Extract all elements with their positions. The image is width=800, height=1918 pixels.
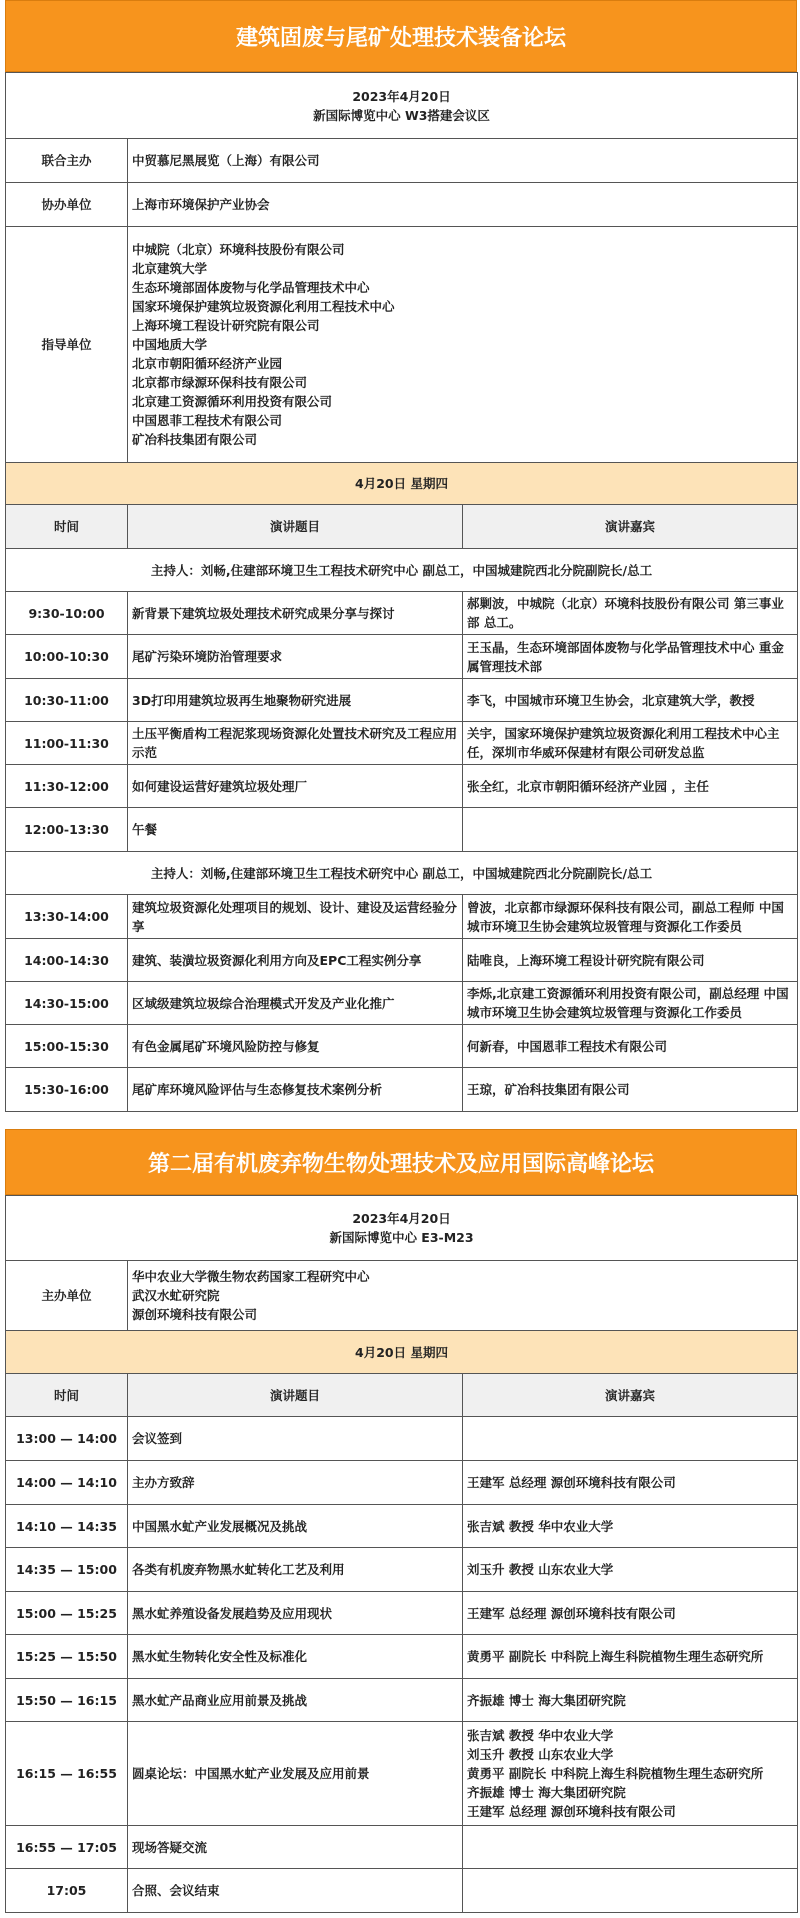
forum2-date: 2023年4月20日 xyxy=(352,1211,451,1226)
schedule-time: 17:05 xyxy=(6,1869,128,1913)
guide-unit: 中国恩菲工程技术有限公司 xyxy=(132,413,283,428)
guide-unit: 中城院（北京）环境科技股份有限公司 xyxy=(132,242,345,257)
forum2-date-venue xyxy=(6,1196,798,1261)
page xyxy=(5,0,797,1913)
col-header-time: 时间 xyxy=(6,505,128,549)
schedule-topic: 主办方致辞 xyxy=(128,1461,463,1505)
schedule-time: 13:30-14:00 xyxy=(6,895,128,939)
schedule-speaker: 黄勇平 副院长 中科院上海生科院植物生理生态研究所 xyxy=(463,1635,798,1679)
schedule-speaker: 曾波，北京都市绿源环保科技有限公司，副总工程师 中国城市环境卫生协会建筑垃圾管理与资源化工作委员 xyxy=(463,895,798,939)
col-header-topic: 演讲题目 xyxy=(128,505,463,549)
host-units-list xyxy=(128,1261,798,1331)
forum2-info-table xyxy=(5,1195,798,1913)
schedule-topic: 新背景下建筑垃圾处理技术研究成果分享与探讨 xyxy=(128,592,463,635)
schedule-topic: 尾矿库环境风险评估与生态修复技术案例分析 xyxy=(128,1068,463,1112)
schedule-topic: 建筑垃圾资源化处理项目的规划、设计、建设及运营经验分享 xyxy=(128,895,463,939)
host-row-2: 主持人：刘畅,住建部环境卫生工程技术研究中心 副总工，中国城建院西北分院副院长/总工 xyxy=(6,852,798,895)
schedule-topic: 如何建设运营好建筑垃圾处理厂 xyxy=(128,765,463,808)
schedule-topic: 黑水虻养殖设备发展趋势及应用现状 xyxy=(128,1592,463,1635)
schedule-topic: 区域级建筑垃圾综合治理模式开发及产业化推广 xyxy=(128,982,463,1025)
guide-unit: 上海环境工程设计研究院有限公司 xyxy=(132,318,320,333)
host-unit: 华中农业大学微生物农药国家工程研究中心 xyxy=(132,1269,370,1284)
schedule-speaker: 齐振雄 博士 海大集团研究院 xyxy=(463,1679,798,1722)
guide-unit: 国家环境保护建筑垃圾资源化利用工程技术中心 xyxy=(132,299,395,314)
assist-value: 上海市环境保护产业协会 xyxy=(128,183,798,227)
host-row-1: 主持人：刘畅,住建部环境卫生工程技术研究中心 副总工，中国城建院西北分院副院长/总工 xyxy=(6,549,798,592)
schedule-topic: 建筑、装潢垃圾资源化利用方向及EPC工程实例分享 xyxy=(128,939,463,982)
guide-unit: 北京都市绿源环保科技有限公司 xyxy=(132,375,308,390)
forum1-date-venue xyxy=(6,73,798,139)
schedule-speaker: 郝剿波，中城院（北京）环境科技股份有限公司 第三事业部 总工。 xyxy=(463,592,798,635)
schedule-topic: 3D打印用建筑垃圾再生地聚物研究进展 xyxy=(128,679,463,722)
schedule-speaker: 张吉斌 教授 华中农业大学 xyxy=(467,1728,614,1743)
forum2-title: 第二届有机废弃物生物处理技术及应用国际高峰论坛 xyxy=(147,1151,654,1177)
schedule-topic: 午餐 xyxy=(128,808,463,852)
schedule-time: 15:00 — 15:25 xyxy=(6,1592,128,1635)
col-header-topic: 演讲题目 xyxy=(128,1374,463,1417)
col-header-speaker: 演讲嘉宾 xyxy=(463,505,798,549)
schedule-time: 12:00-13:30 xyxy=(6,808,128,852)
schedule-time: 9:30-10:00 xyxy=(6,592,128,635)
col-header-speaker: 演讲嘉宾 xyxy=(463,1374,798,1417)
schedule-speaker: 李飞，中国城市环境卫生协会，北京建筑大学，教授 xyxy=(463,679,798,722)
schedule-speaker: 齐振雄 博士 海大集团研究院 xyxy=(467,1785,626,1800)
col-header-time: 时间 xyxy=(6,1374,128,1417)
schedule-speaker xyxy=(463,1826,798,1869)
schedule-topic: 现场答疑交流 xyxy=(128,1826,463,1869)
schedule-speakers-list xyxy=(463,1722,798,1826)
schedule-time: 10:30-11:00 xyxy=(6,679,128,722)
forum2-title-banner xyxy=(5,1129,797,1195)
schedule-time: 13:00 — 14:00 xyxy=(6,1417,128,1461)
guide-unit: 北京市朝阳循环经济产业园 xyxy=(132,356,283,371)
schedule-speaker: 何新春，中国恩菲工程技术有限公司 xyxy=(463,1025,798,1068)
guide-unit: 矿冶科技集团有限公司 xyxy=(132,432,258,447)
schedule-topic: 合照、会议结束 xyxy=(128,1869,463,1913)
schedule-speaker xyxy=(463,1417,798,1461)
guide-unit: 中国地质大学 xyxy=(132,337,208,352)
schedule-speaker xyxy=(463,808,798,852)
schedule-topic: 会议签到 xyxy=(128,1417,463,1461)
schedule-topic: 中国黑水虻产业发展概况及挑战 xyxy=(128,1505,463,1548)
section-gap xyxy=(5,1112,797,1129)
schedule-topic: 土压平衡盾构工程泥浆现场资源化处置技术研究及工程应用示范 xyxy=(128,722,463,765)
guide-unit: 北京建工资源循环利用投资有限公司 xyxy=(132,394,333,409)
guide-unit: 生态环境部固体废物与化学品管理技术中心 xyxy=(132,280,370,295)
schedule-speaker: 张吉斌 教授 华中农业大学 xyxy=(463,1505,798,1548)
schedule-time: 14:30-15:00 xyxy=(6,982,128,1025)
forum1-info-table xyxy=(5,72,798,1112)
schedule-time: 15:25 — 15:50 xyxy=(6,1635,128,1679)
schedule-time: 15:30-16:00 xyxy=(6,1068,128,1112)
schedule-speaker: 张全红，北京市朝阳循环经济产业园 ，主任 xyxy=(463,765,798,808)
schedule-speaker: 陆唯良，上海环境工程设计研究院有限公司 xyxy=(463,939,798,982)
schedule-topic: 黑水虻产品商业应用前景及挑战 xyxy=(128,1679,463,1722)
schedule-speaker: 王玉晶，生态环境部固体废物与化学品管理技术中心 重金属管理技术部 xyxy=(463,635,798,679)
schedule-speaker: 刘玉升 教授 山东农业大学 xyxy=(463,1548,798,1592)
guide-units-list xyxy=(128,227,798,463)
host-unit: 武汉水虻研究院 xyxy=(132,1288,220,1303)
schedule-time: 15:50 — 16:15 xyxy=(6,1679,128,1722)
schedule-speaker: 刘玉升 教授 山东农业大学 xyxy=(467,1747,614,1762)
schedule-topic: 尾矿污染环境防治管理要求 xyxy=(128,635,463,679)
schedule-speaker: 关宇，国家环境保护建筑垃圾资源化利用工程技术中心主任，深圳市华威环保建材有限公司研发总监 xyxy=(463,722,798,765)
schedule-topic: 圆桌论坛：中国黑水虻产业发展及应用前景 xyxy=(128,1722,463,1826)
schedule-topic: 各类有机废弃物黑水虻转化工艺及利用 xyxy=(128,1548,463,1592)
schedule-topic: 有色金属尾矿环境风险防控与修复 xyxy=(128,1025,463,1068)
forum1-day-header: 4月20日 星期四 xyxy=(6,463,798,505)
schedule-time: 15:00-15:30 xyxy=(6,1025,128,1068)
schedule-time: 10:00-10:30 xyxy=(6,635,128,679)
schedule-time: 16:15 — 16:55 xyxy=(6,1722,128,1826)
schedule-speaker xyxy=(463,1869,798,1913)
schedule-speaker: 王建军 总经理 源创环境科技有限公司 xyxy=(463,1592,798,1635)
forum1-date: 2023年4月20日 xyxy=(352,88,451,104)
schedule-speaker: 王建军 总经理 源创环境科技有限公司 xyxy=(467,1804,676,1819)
co-host-label: 联合主办 xyxy=(6,139,128,183)
forum1-venue: 新国际博览中心 W3搭建会议区 xyxy=(313,107,490,123)
guide-unit: 北京建筑大学 xyxy=(132,261,208,276)
co-host-value: 中贸慕尼黑展览（上海）有限公司 xyxy=(128,139,798,183)
forum2-day-header: 4月20日 星期四 xyxy=(6,1331,798,1374)
schedule-speaker: 王建军 总经理 源创环境科技有限公司 xyxy=(463,1461,798,1505)
schedule-time: 14:35 — 15:00 xyxy=(6,1548,128,1592)
schedule-time: 14:00-14:30 xyxy=(6,939,128,982)
schedule-time: 14:00 — 14:10 xyxy=(6,1461,128,1505)
guide-label: 指导单位 xyxy=(6,227,128,463)
schedule-speaker: 李烁,北京建工资源循环利用投资有限公司，副总经理 中国城市环境卫生协会建筑垃圾管理与资源化工作委员 xyxy=(463,982,798,1025)
schedule-speaker: 黄勇平 副院长 中科院上海生科院植物生理生态研究所 xyxy=(467,1766,764,1781)
schedule-speaker: 王琼，矿冶科技集团有限公司 xyxy=(463,1068,798,1112)
schedule-time: 14:10 — 14:35 xyxy=(6,1505,128,1548)
forum2-venue: 新国际博览中心 E3-M23 xyxy=(329,1230,474,1245)
schedule-time: 11:30-12:00 xyxy=(6,765,128,808)
forum1-title: 建筑固废与尾矿处理技术装备论坛 xyxy=(235,25,566,51)
schedule-topic: 黑水虻生物转化安全性及标准化 xyxy=(128,1635,463,1679)
host-unit-label: 主办单位 xyxy=(6,1261,128,1331)
host-unit: 源创环境科技有限公司 xyxy=(132,1307,258,1322)
assist-label: 协办单位 xyxy=(6,183,128,227)
forum1-title-banner xyxy=(5,0,797,72)
schedule-time: 11:00-11:30 xyxy=(6,722,128,765)
schedule-time: 16:55 — 17:05 xyxy=(6,1826,128,1869)
